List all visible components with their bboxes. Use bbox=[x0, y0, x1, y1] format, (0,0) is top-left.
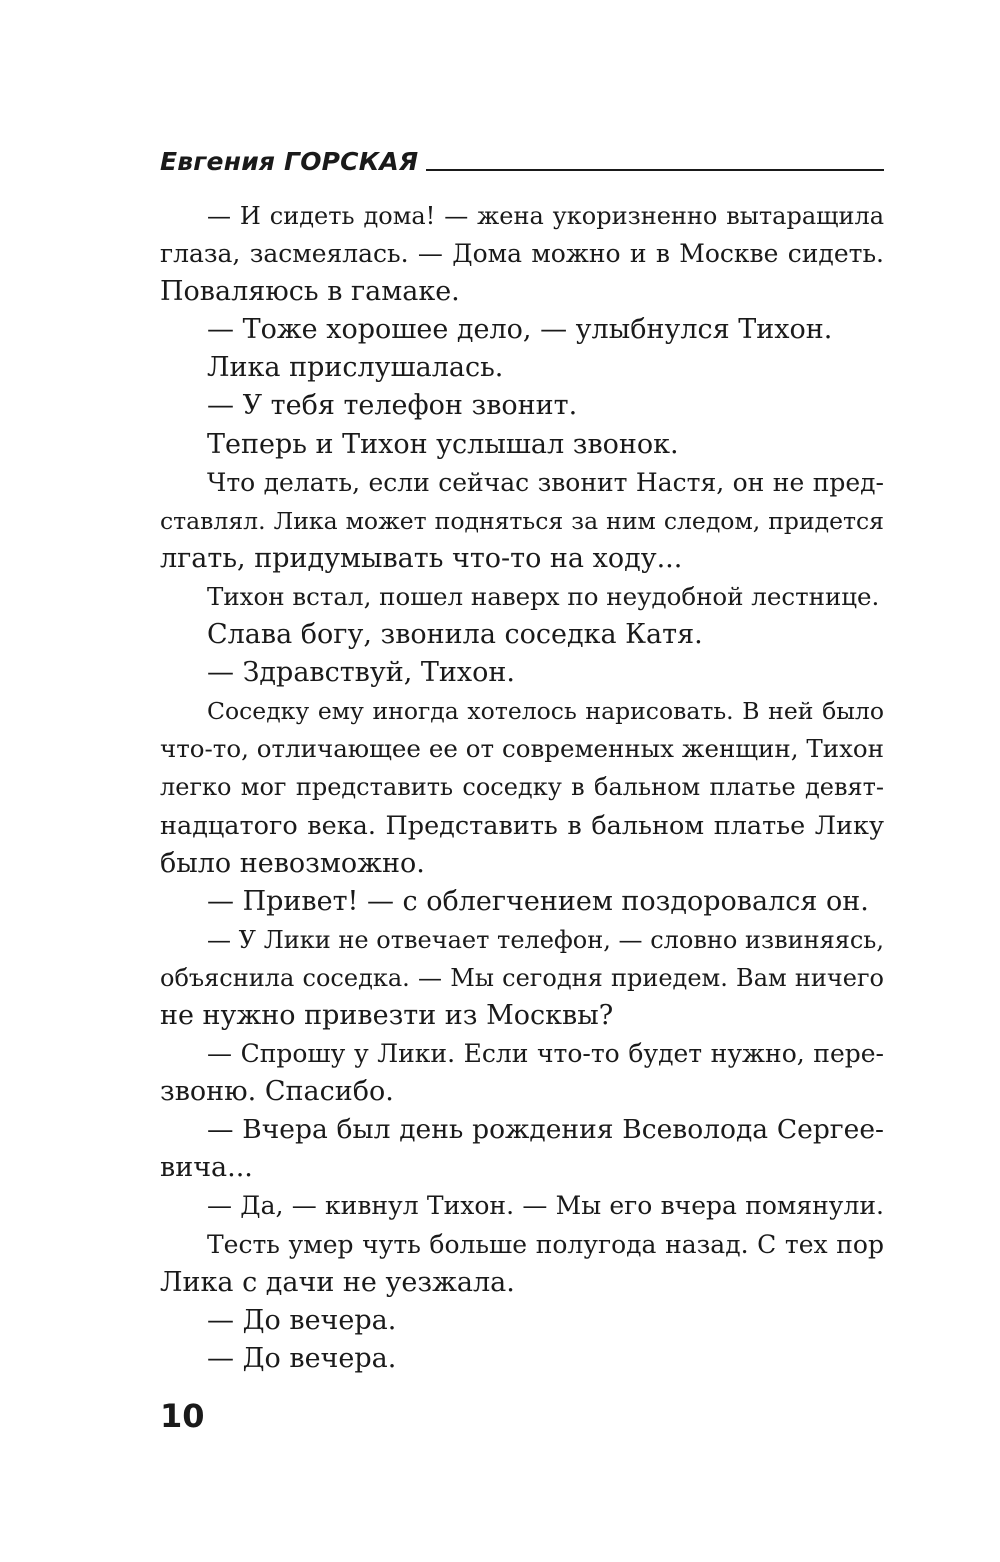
text-line: — У Лики не отвечает телефон, — словно извиняясь, bbox=[207, 925, 884, 954]
author-name: Евгения ГОРСКАЯ bbox=[160, 147, 419, 176]
text-line: — Тоже хорошее дело, — улыбнулся Тихон. bbox=[207, 314, 833, 346]
text-line: объяснила соседка. — Мы сегодня приедем. Вам ничего bbox=[160, 963, 884, 992]
text-line: — И сидеть дома! — жена укоризненно вытаращила bbox=[207, 202, 884, 230]
text-line: — Здравствуй, Тихон. bbox=[207, 657, 515, 689]
text-line: — Привет! — с облегчением поздоровался он. bbox=[207, 885, 869, 917]
text-line: надцатого века. Представить в бальном платье Лику bbox=[160, 810, 884, 841]
text-line: Слава богу, звонила соседка Катя. bbox=[207, 619, 703, 651]
text-line: — До вечера. bbox=[207, 1342, 397, 1374]
header-rule bbox=[426, 169, 884, 171]
text-line: Тесть умер чуть больше полугода назад. С тех пор bbox=[207, 1229, 884, 1259]
text-line: звоню. Спасибо. bbox=[160, 1076, 394, 1108]
text-line: ставлял. Лика может подняться за ним следом, придется bbox=[160, 506, 884, 535]
text-line: — Вчера был день рождения Всеволода Сергее- bbox=[207, 1114, 884, 1146]
text-line: Что делать, если сейчас звонит Настя, он не пред- bbox=[207, 467, 884, 497]
text-line: лгать, придумывать что-то на ходу... bbox=[160, 542, 683, 574]
text-line: — До вечера. bbox=[207, 1304, 397, 1336]
text-line: Лика с дачи не уезжала. bbox=[160, 1266, 515, 1298]
text-line: было невозможно. bbox=[160, 847, 425, 879]
text-line: Теперь и Тихон услышал звонок. bbox=[207, 428, 679, 460]
text-line: не нужно привезти из Москвы? bbox=[160, 999, 614, 1031]
body-text bbox=[160, 197, 884, 1378]
text-line: — Да, — кивнул Тихон. — Мы его вчера помянули. bbox=[207, 1191, 884, 1221]
text-line: глаза, засмеялась. — Дома можно и в Москве сидеть. bbox=[160, 239, 884, 269]
text-line: легко мог представить соседку в бальном платье девят- bbox=[160, 773, 884, 802]
text-line: Соседку ему иногда хотелось нарисовать. В ней было bbox=[207, 697, 884, 726]
text-line: — Спрошу у Лики. Если что-то будет нужно, пере- bbox=[207, 1039, 884, 1069]
running-head bbox=[160, 138, 884, 178]
text-line: Тихон встал, пошел наверх по неудобной лестнице. bbox=[207, 581, 880, 611]
page-number: 10 bbox=[160, 1397, 205, 1435]
text-line: Поваляюсь в гамаке. bbox=[160, 276, 460, 308]
text-line: вича... bbox=[160, 1152, 253, 1184]
text-line: Лика прислушалась. bbox=[207, 352, 504, 384]
text-line: что-то, отличающее ее от современных женщин, Тихон bbox=[160, 734, 884, 764]
text-line: — У тебя телефон звонит. bbox=[207, 390, 578, 422]
